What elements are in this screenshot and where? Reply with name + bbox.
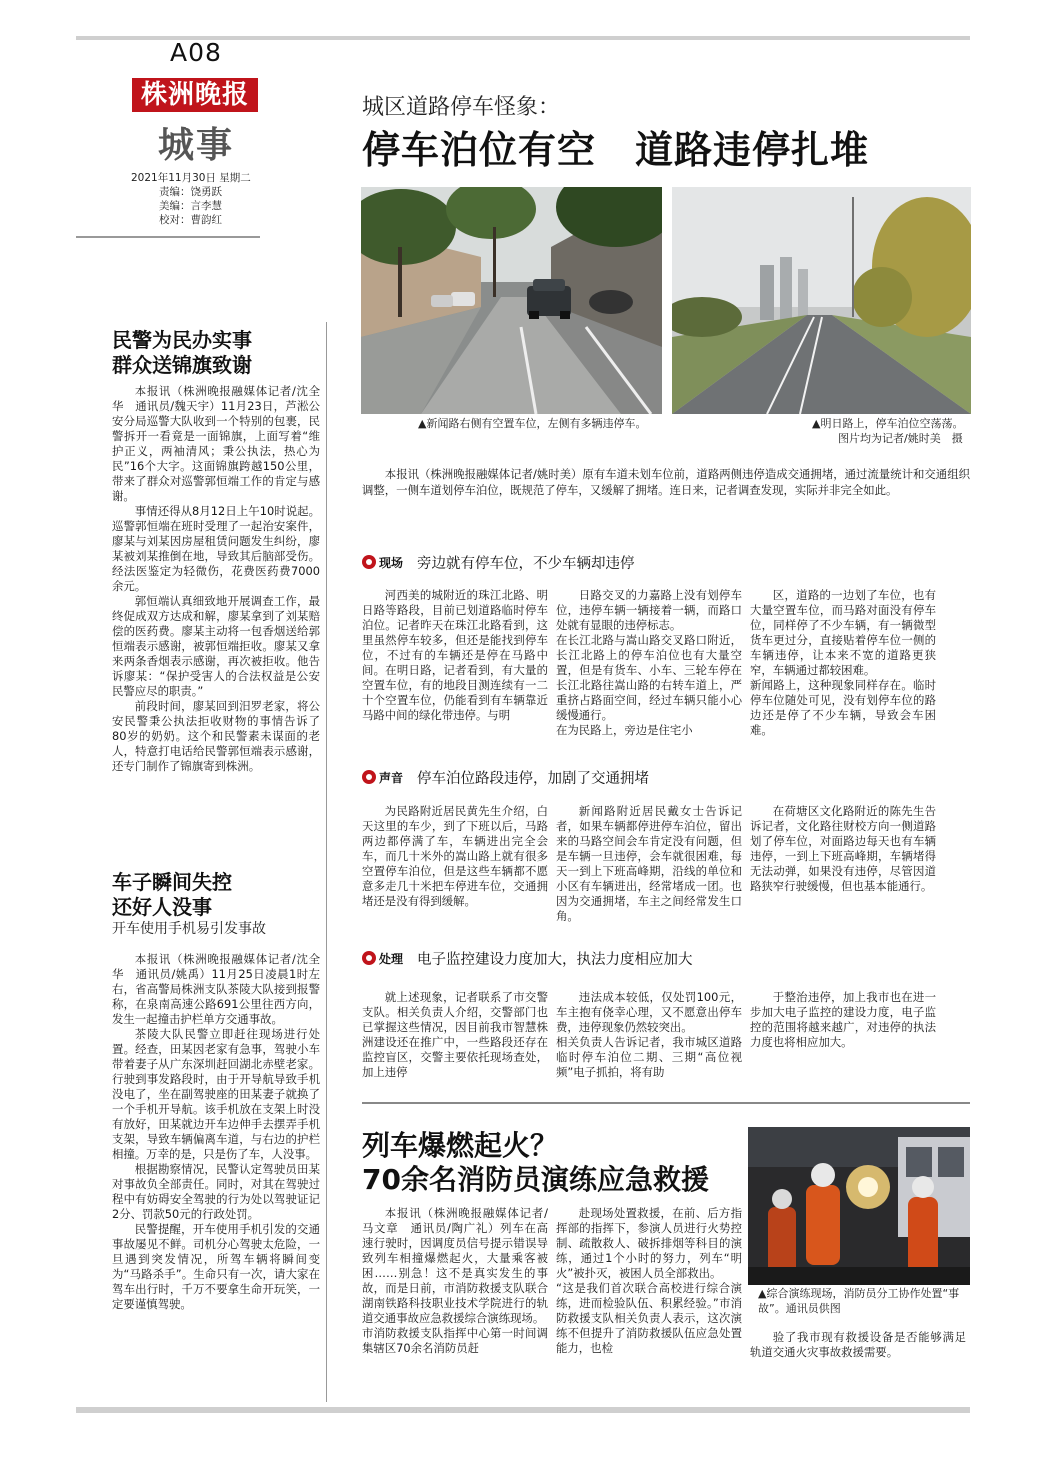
section2-col3: 在荷塘区文化路附近的陈先生告诉记者，文化路往财校方向一侧道路划了停车位，对面路边每天也有车辆违停，一到上下班高峰期，车辆堵得无法动弹，如果没有违停，尽管因道路狭窄行驶缓慢，但也基本能通行。	[750, 804, 936, 893]
car-headline-line1: 车子瞬间失控	[112, 870, 232, 894]
section-chuli-header	[362, 947, 693, 969]
section3-col1: 就上述现象，记者联系了市交警支队。相关负责人介绍，交警部门也已掌握这些情况，因目前我市智慧株洲建设还在推广中，一些路段还存在监控盲区，交警主要依托现场查处，加上违停	[362, 990, 548, 1079]
police-para-3: 郭恒端认真细致地开展调查工作，最终促成双方达成和解，廖某拿到了刘某赔偿的医药费。廖某主动将一包香烟送给郭恒端表示感谢，被郭恒端拒收。廖某又拿来两条香烟表示感谢，再次被拒收。他告诉廖某：“保护受害人的合法权益是公安民警应尽的职责。”	[112, 594, 320, 698]
editor-credit: 责编：饶勇跃	[159, 186, 222, 198]
section1-col2: 日路交叉的力嘉路上没有划停车位，违停车辆一辆接着一辆，而路口处就有显眼的违停标志。 在长江北路与嵩山路交叉路口附近，长江北路上的停车泊位也有大量空置，但是有货车、小车、三轮车停在长江北路往嵩山路的右转车道上，严重挤占路面空间，经过车辆只能小心缓慢通行。 在为民路上，旁边是住宅小	[556, 588, 742, 737]
section2-col1: 为民路附近居民黄先生介绍，白天这里的车少，到了下班以后，马路两边都停满了车，车辆进出完全会车，而几十米外的嵩山路上就有很多空置停车泊位，但是这些车辆都不愿意多走几十米把车停进车位，交通拥堵还是没有得到缓解。	[362, 804, 548, 908]
section3-col2: 违法成本较低，仅处罚100元，车主抱有侥幸心理，又不愿意出停车费，违停现象仍然较突出。 相关负责人告诉记者，我市城区道路临时停车泊位二期、三期“高位视频”电子抓拍，将有助	[556, 990, 742, 1079]
photo-xinwen-road	[361, 187, 662, 414]
section1-col3: 区，道路的一边划了车位，也有大量空置车位，而马路对面没有停车位，同样停了不少车辆，有一辆微型货车更过分，直接贴着停车位一侧的车辆违停，让本来不宽的道路更狭窄，车辆通过都较困难。 新闻路上，这种现象同样存在。临时停车位随处可见，没有划停车位的路边还是停了不少车辆，导致会车困难。	[750, 588, 936, 737]
car-para-2: 茶陵大队民警立即赶往现场进行处置。经查，田某因老家有急事，驾驶小车带着妻子从广东深圳赶回湖北赤壁老家。行驶到事发路段时，由于开导航导致手机没电了，坐在副驾驶座的田某妻子就换了一个手机开导航。该手机放在支架上时没有放好，田某就边开车边伸手去摆弄手机支架，导致车辆偏离车道，与右边的护栏相撞。万幸的是，只是伤了车，人没事。	[112, 1027, 320, 1161]
column-divider	[326, 322, 327, 1402]
train-headline-line2: 70余名消防员演练应急救援	[362, 1163, 709, 1196]
section-tag: 现场	[379, 555, 404, 570]
section1-col1: 河西美的城附近的珠江北路、明日路等路段，目前已划道路临时停车泊位。记者昨天在珠江北路看到，这里虽然停车较多，但还是能找到停车位，不过有的车辆还是停在马路中间。在明日路，记者看到，有大量的空置车位，有的地段目测连续有一二十个空置车位，仍能看到有车辆靠近马路中间的绿化带违停。与明	[362, 588, 548, 722]
section-marker-icon	[362, 770, 376, 784]
designer-credit: 美编：言李慧	[159, 200, 222, 212]
section-title: 旁边就有停车位，不少车辆却违停	[417, 555, 635, 572]
car-para-3: 根据勘察情况，民警认定驾驶员田某对事故负全部责任。同时，对其在驾驶过程中有妨碍安全驾驶的行为处以驾驶证记2分、罚款50元的行政处罚。	[112, 1162, 320, 1221]
section-name: 城事	[158, 124, 235, 166]
section-marker-icon	[362, 951, 376, 965]
main-headline: 停车泊位有空 道路违停扎堆	[362, 128, 870, 172]
photo2-caption: ▲明日路上，停车泊位空荡荡。	[812, 417, 964, 430]
section3-col3: 于整治违停，加上我市也在进一步加大电子监控的建设力度，电子监控的范围将越来越广，对违停的执法力度也将相应加大。	[750, 990, 936, 1049]
bottom-rule	[76, 1407, 970, 1413]
train-col3: 验了我市现有救援设备是否能够满足轨道交通火灾事故救援需要。	[750, 1330, 966, 1359]
section2-col2: 新闻路附近居民戴女士告诉记者，如果车辆都停进停车泊位，留出来的马路空间会车肯定没有问题，但是车辆一旦违停，会车就很困难，每天一到上下班高峰期，沿线的单位和小区有车辆进出，经常堵成一团。也因为交通拥堵，车主之间经常发生口角。	[556, 804, 742, 923]
car-para-4: 民警提醒，开车使用手机引发的交通事故屡见不鲜。司机分心驾驶太危险，一旦遇到突发情况，所驾车辆将瞬间变为“马路杀手”。生命只有一次，请大家在驾车出行时，千万不要拿生命开玩笑，一定要谨慎驾驶。	[112, 1222, 320, 1311]
train-col2: 赴现场处置救援，在前、后方指挥部的指挥下，参演人员进行火势控制、疏散救人、破拆排烟等科目的演练，通过1个小时的努力，列车“明火”被扑灭，被困人员全部救出。 “这是我们首次联合高校进行综合演练，进而检验队伍、积累经验。”市消防救援支队相关负责人表示，这次演练不但提升了消防救援队伍应急处置能力，也检	[556, 1206, 742, 1355]
page-number: A08	[170, 38, 222, 67]
section-tag: 声音	[379, 770, 404, 785]
car-subheadline: 开车使用手机易引发事故	[112, 921, 266, 937]
section-title: 电子监控建设力度加大，执法力度相应加大	[417, 951, 693, 968]
photo-credit: 图片均为记者/姚时美 摄	[838, 432, 963, 445]
car-headline-line2: 还好人没事	[112, 895, 212, 919]
police-para-1: 本报讯（株洲晚报融媒体记者/沈全华 通讯员/魏天宇）11月23日，芦淞公安分局巡警大队收到一个特别的包裹，民警拆开一看竟是一面锦旗，上面写着“维护正义，两袖清风；秉公执法，热心为民”16个大字。这面锦旗跨越150公里，带来了群众对巡警郭恒端工作的肯定与感谢。	[112, 384, 320, 503]
train-photo-caption: ▲综合演练现场，消防员分工协作处置“事故”。通讯员供图	[758, 1287, 960, 1315]
car-para-1: 本报讯（株洲晚报融媒体记者/沈全华 通讯员/姚禹）11月25日凌晨1时左右，省高警局株洲支队茶陵大队接到报警称，在泉南高速公路691公里往西方向，发生一起撞击护栏单方交通事故。	[112, 952, 320, 1026]
police-body	[112, 384, 320, 774]
header-divider	[76, 236, 260, 238]
photo-firefighter-drill	[748, 1127, 970, 1285]
section-xianchang-header	[362, 551, 635, 573]
section-marker-icon	[362, 555, 376, 569]
photo-mingri-road	[672, 187, 971, 414]
police-headline-line2: 群众送锦旗致谢	[112, 353, 252, 377]
train-col1: 本报讯（株洲晚报融媒体记者/马文章 通讯员/陶广礼）列车在高速行驶时，因调度员信号提示错误导致列车相撞爆燃起火，大量乘客被困……别急！这不是真实发生的事故，而是日前，市消防救援支队联合湖南铁路科技职业技术学院进行的轨道交通事故应急救援综合演练现场。 市消防救援支队指挥中心第一时间调集辖区70余名消防员赶	[362, 1206, 548, 1355]
section-title: 停车泊位路段违停，加剧了交通拥堵	[417, 770, 650, 787]
police-para-4: 前段时间，廖某回到汨罗老家，将公安民警秉公执法拒收财物的事情告诉了80岁的奶奶。这个和民警素未谋面的老人，特意打电话给民警郭恒端表示感谢，还专门制作了锦旗寄到株洲。	[112, 699, 320, 773]
car-body	[112, 952, 320, 1312]
masthead-logo: 株洲晚报	[132, 78, 258, 112]
issue-date: 2021年11月30日 星期二	[131, 172, 251, 184]
section-tag: 处理	[379, 951, 404, 966]
main-kicker: 城区道路停车怪象：	[362, 95, 561, 120]
header-info	[131, 171, 251, 227]
photo1-caption: ▲新闻路右侧有空置车位，左侧有多辆违停车。	[418, 417, 647, 430]
story-divider	[362, 1102, 970, 1104]
main-lead: 本报讯（株洲晚报融媒体记者/姚时美）原有车道未划车位前，道路两侧违停造成交通拥堵，通过流量统计和交通组织调整，一侧车道划停车泊位，既规范了停车，又缓解了拥堵。连日来，记者调查发现，实际并非完全如此。	[362, 467, 970, 498]
police-headline-line1: 民警为民办实事	[112, 328, 252, 352]
police-para-2: 事情还得从8月12日上午10时说起。巡警郭恒端在班时受理了一起治安案件，廖某与刘某因房屋租赁问题发生纠纷，廖某被刘某推倒在地，导致其后脑部受伤。经法医鉴定为轻微伤，花费医药费7000余元。	[112, 504, 320, 593]
proofreader-credit: 校对：曹韵红	[159, 214, 222, 226]
section-shengyin-header	[362, 766, 649, 788]
train-headline-line1: 列车爆燃起火？	[362, 1129, 559, 1162]
